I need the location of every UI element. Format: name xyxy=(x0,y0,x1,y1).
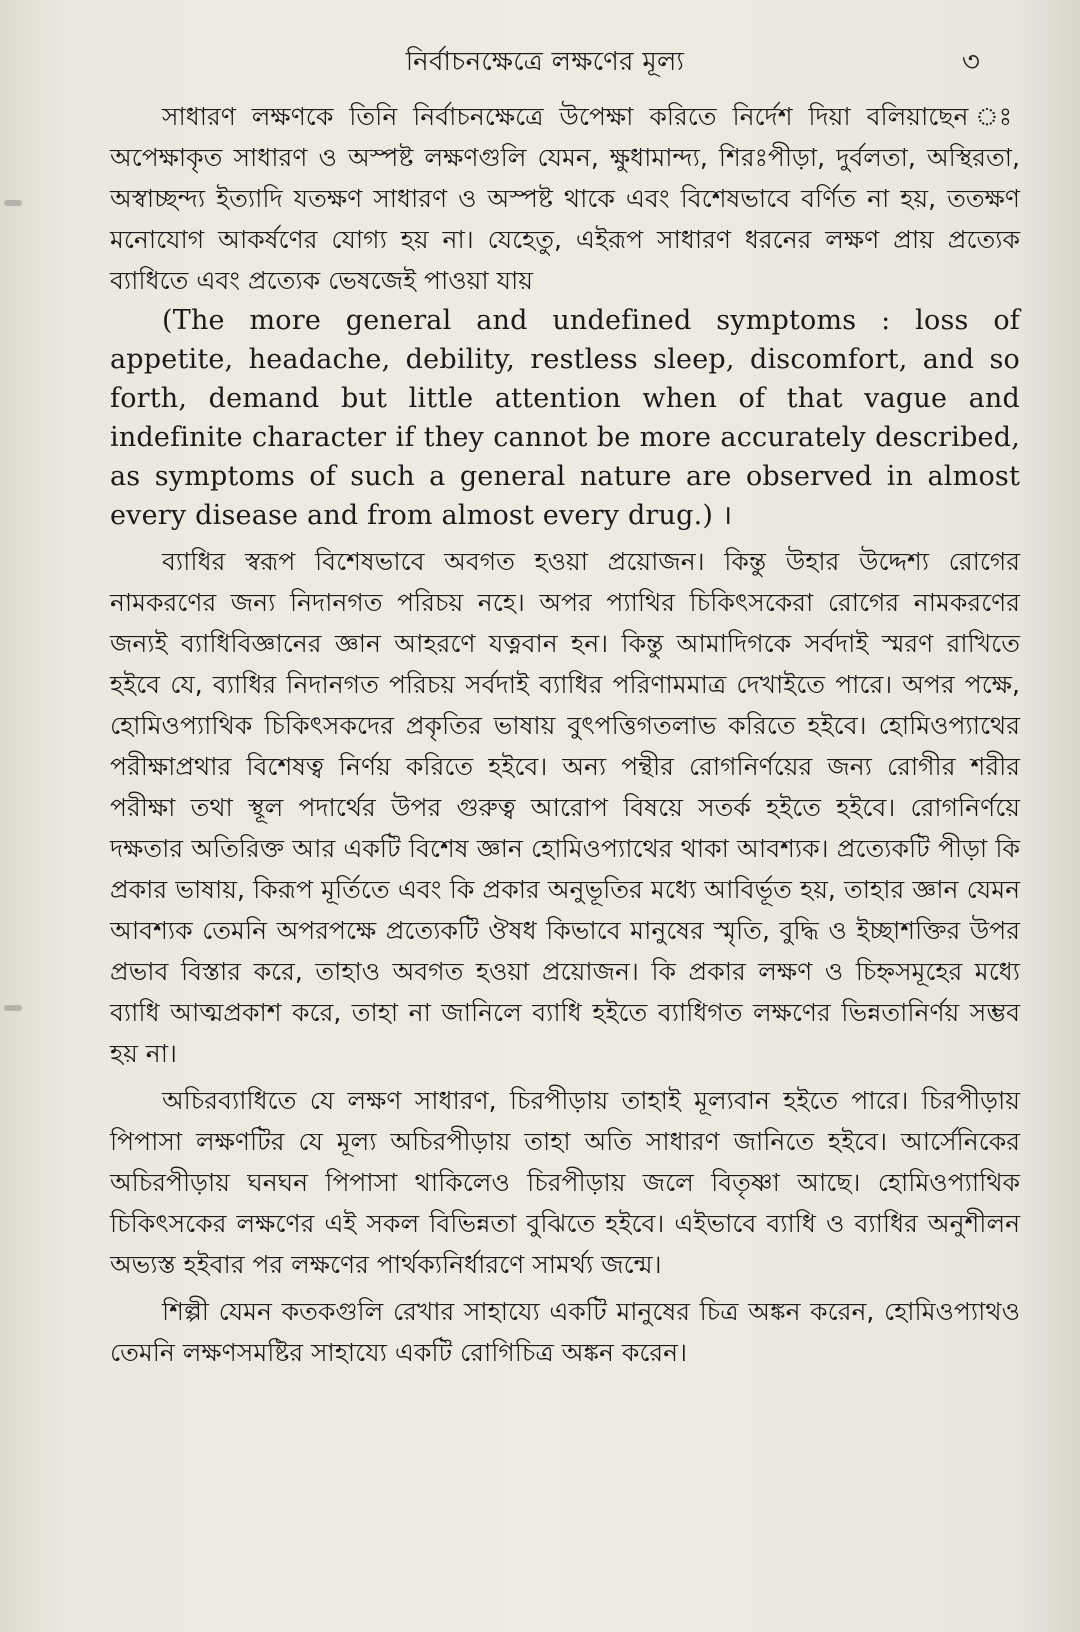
running-title: নির্বাচনক্ষেত্রে লক্ষণের মূল্য xyxy=(405,47,685,77)
paragraph-4: শিল্পী যেমন কতকগুলি রেখার সাহায্যে একটি মানুষের চিত্র অঙ্কন করেন, হোমিওপ্যাথও তেমনি লক্ষণসমষ্টির সাহায্যে একটি রোগিচিত্র অঙ্কন করেন। xyxy=(110,1297,1020,1367)
page-number: ৩ xyxy=(961,45,980,78)
body-text xyxy=(110,96,1020,1379)
binding-mark xyxy=(4,1005,22,1011)
paragraph-1-english-quote xyxy=(110,301,1020,535)
paragraph-1-danda: । xyxy=(721,500,733,531)
paragraph-1 xyxy=(110,96,1020,535)
running-head xyxy=(110,40,980,84)
paragraph-3: অচিরব্যাধিতে যে লক্ষণ সাধারণ, চিরপীড়ায় তাহাই মূল্যবান হইতে পারে। চিরপীড়ায় পিপাসা লক্ষণটির যে মূল্য অচিরপীড়ায় তাহা অতি সাধারণ জানিতে হইবে। আর্সেনিকের অচিরপীড়ায় ঘনঘন পিপাসা থাকিলেও চিরপীড়ায় জলে বিতৃষ্ণা আছে। হোমিওপ্যাথিক চিকিৎসকের লক্ষণের এই সকল বিভিন্নতা বুঝিতে হইবে। এইভাবে ব্যাধি ও ব্যাধির অনুশীলন অভ্যস্ত হইবার পর লক্ষণের পার্থক্যনির্ধারণে সামর্থ্য জন্মে। xyxy=(110,1086,1020,1279)
paragraph-1-bengali: সাধারণ লক্ষণকে তিনি নির্বাচনক্ষেত্রে উপেক্ষা করিতে নির্দেশ দিয়া বলিয়াছেন ঃ অপেক্ষাকৃত সাধারণ ও অস্পষ্ট লক্ষণগুলি যেমন, ক্ষুধামান্দ্য, শিরঃপীড়া, দুর্বলতা, অস্থিরতা, অস্বাচ্ছন্দ্য ইত্যাদি যতক্ষণ সাধারণ ও অস্পষ্ট থাকে এবং বিশেষভাবে বর্ণিত না হয়, ততক্ষণ মনোযোগ আকর্ষণের যোগ্য হয় না। যেহেতু, এইরূপ সাধারণ ধরনের লক্ষণ প্রায় প্রত্যেক ব্যাধিতে এবং প্রত্যেক ভেষজেই পাওয়া যায় xyxy=(110,102,1020,295)
paragraph-2: ব্যাধির স্বরূপ বিশেষভাবে অবগত হওয়া প্রয়োজন। কিন্তু উহার উদ্দেশ্য রোগের নামকরণের জন্য নিদানগত পরিচয় নহে। অপর প্যাথির চিকিৎসকেরা রোগের নামকরণের জন্যই ব্যাধিবিজ্ঞানের জ্ঞান আহরণে যত্নবান হন। কিন্তু আমাদিগকে সর্বদাই স্মরণ রাখিতে হইবে যে, ব্যাধির নিদানগত পরিচয় সর্বদাই ব্যাধির পরিণামমাত্র দেখাইতে পারে। অপর পক্ষে, হোমিওপ্যাথিক চিকিৎসকদের প্রকৃতির ভাষায় বুৎপত্তিগতলাভ করিতে হইবে। হোমিওপ্যাথের পরীক্ষাপ্রথার বিশেষত্ব নির্ণয় করিতে হইবে। অন্য পন্থীর রোগনির্ণয়ের জন্য রোগীর শরীর পরীক্ষা তথা স্থূল পদার্থের উপর গুরুত্ব আরোপ বিষয়ে সতর্ক হইতে হইবে। রোগনির্ণয়ে দক্ষতার অতিরিক্ত আর একটি বিশেষ জ্ঞান হোমিওপ্যাথের থাকা আবশ্যক। প্রত্যেকটি পীড়া কি প্রকার ভাষায়, কিরূপ মূর্তিতে এবং কি প্রকার অনুভূতির মধ্যে আবির্ভূত হয়, তাহার জ্ঞান যেমন আবশ্যক তেমনি অপরপক্ষে প্রত্যেকটি ঔষধ কিভাবে মানুষের স্মৃতি, বুদ্ধি ও ইচ্ছাশক্তির উপর প্রভাব বিস্তার করে, তাহাও অবগত হওয়া প্রয়োজন। কি প্রকার লক্ষণ ও চিহ্নসমূহের মধ্যে ব্যাধি আত্মপ্রকাশ করে, তাহা না জানিলে ব্যাধি হইতে ব্যাধিগত লক্ষণের ভিন্নতানির্ণয় সম্ভব হয় না। xyxy=(110,547,1020,1068)
english-quote-text: (The more general and undefined symptoms : loss of appetite, headache, debility, restless sleep, discomfort, and so forth, demand but little attention when of that vague and indefinite character if they cannot be more accurately described, as symptoms of such a general nature are observed in almost every disease and from almost every drug.) xyxy=(110,305,1020,531)
binding-mark xyxy=(4,200,22,206)
